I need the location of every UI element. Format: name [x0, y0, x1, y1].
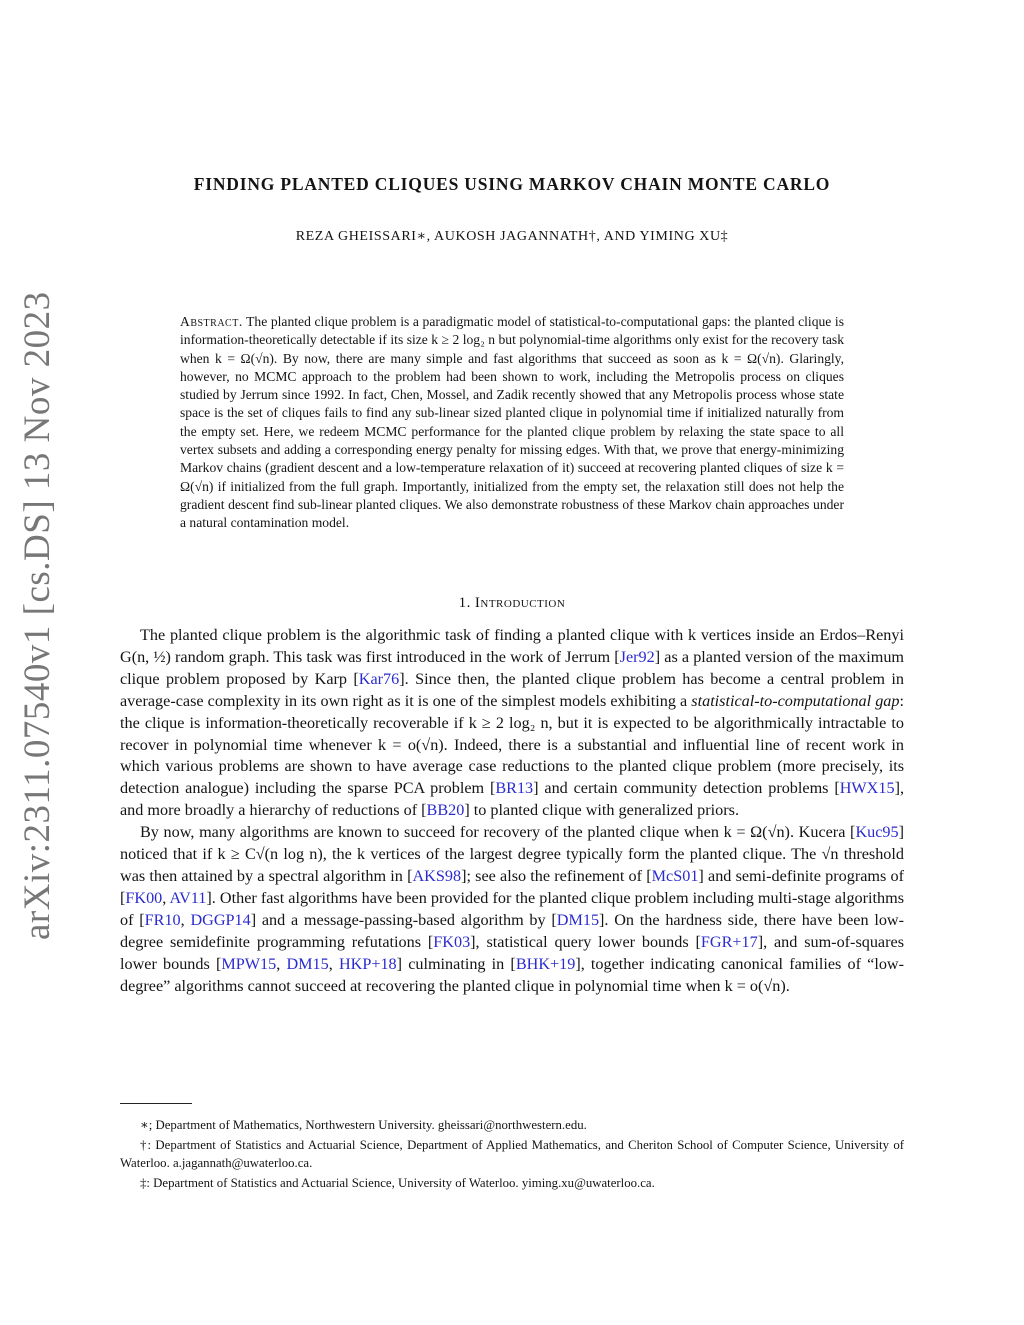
- citation-link[interactable]: DM15: [556, 910, 600, 929]
- citation-link[interactable]: HWX15: [839, 779, 895, 798]
- citation-link[interactable]: Jer92: [619, 647, 655, 666]
- citation-link[interactable]: FGR+17: [700, 932, 758, 951]
- text-run: : the clique is information-theoretically recoverable if k ≥ 2 log₂ n, but it is expected to be algorithmically intractable to recover in polynomial time whenever k = o(√n). Indeed, there is a substantial and influential line of recent work in which various problems are shown to have average case reductions to the planted clique problem (more precisely, its detection analogue) including the sparse PCA problem [: [120, 691, 904, 798]
- citation-link[interactable]: FR10: [144, 910, 181, 929]
- text-run: ,: [328, 954, 339, 973]
- text-run: ,: [162, 888, 170, 907]
- introduction-body: [120, 625, 904, 997]
- citation-link[interactable]: Kar76: [358, 669, 400, 688]
- citation-link[interactable]: HKP+18: [338, 954, 397, 973]
- footnote-2: †: Department of Statistics and Actuarial Science, Department of Applied Mathematics, and Cheriton School of Computer Science, University of Waterloo. a.jagannath@uwaterloo.ca.: [120, 1137, 904, 1170]
- paper-authors: REZA GHEISSARI∗, AUKOSH JAGANNATH†, AND YIMING XU‡: [295, 229, 729, 244]
- text-run: ] as a planted version of the maximum clique problem proposed by Karp [: [120, 647, 905, 688]
- text-run: ]. Since then, the planted clique problem has become a central problem in average-case complexity in its own right as it is one of the simplest models exhibiting a: [120, 669, 904, 710]
- abstract-label: Abstract.: [180, 314, 243, 329]
- citation-link[interactable]: AKS98: [412, 866, 462, 885]
- text-run: ]. On the hardness side, there have been low-degree semidefinite programming refutations [: [120, 910, 904, 951]
- intro-paragraph-2: [120, 822, 904, 997]
- citation-link[interactable]: McS01: [651, 866, 699, 885]
- text-run: The planted clique problem is the algorithmic task of finding a planted clique with k vertices inside an Erdos–Renyi G(n, ½) random graph. This task was first introduced in the work of Jerrum [: [120, 626, 904, 666]
- arxiv-identifier-stamp: arXiv:2311.07540v1 [cs.DS] 13 Nov 2023: [17, 291, 58, 940]
- citation-link[interactable]: BHK+19: [515, 954, 576, 973]
- text-run: ], and sum-of-squares lower bounds [: [120, 932, 904, 973]
- citation-link[interactable]: AV11: [169, 888, 207, 907]
- text-run: ,: [180, 910, 191, 929]
- footnote-divider: [120, 1103, 192, 1104]
- text-run: ], statistical query lower bounds [: [470, 932, 701, 951]
- citation-link[interactable]: BR13: [495, 779, 534, 798]
- citation-link[interactable]: MPW15: [221, 954, 277, 973]
- abstract: [180, 313, 844, 533]
- citation-link[interactable]: FK03: [433, 932, 471, 951]
- citation-link[interactable]: DGGP14: [190, 910, 251, 929]
- text-run: ] culminating in [: [396, 954, 516, 973]
- citation-link[interactable]: DM15: [286, 954, 329, 973]
- text-run: ] and certain community detection problems [: [533, 779, 840, 798]
- paper-title: FINDING PLANTED CLIQUES USING MARKOV CHAIN MONTE CARLO: [193, 174, 831, 194]
- text-run: By now, many algorithms are known to succeed for recovery of the planted clique when k = Ω(√n). Kucera [: [140, 823, 856, 842]
- text-run: ], together indicating canonical families of “low-degree” algorithms cannot succeed at recovering the planted clique in polynomial time when k = o(√n).: [120, 954, 905, 995]
- footnote-1: ∗; Department of Mathematics, Northwestern University. gheissari@northwestern.edu.: [140, 1118, 587, 1132]
- citation-link[interactable]: BB20: [426, 801, 465, 820]
- footnote-3: ‡: Department of Statistics and Actuarial Science, University of Waterloo. yiming.xu@uwaterloo.ca.: [140, 1175, 655, 1190]
- footnotes: [120, 1116, 904, 1193]
- section-number: 1.: [458, 595, 471, 611]
- text-run: ] and a message-passing-based algorithm by [: [250, 910, 557, 929]
- emphasis-text: statistical-to-computational gap: [691, 691, 900, 710]
- text-run: ], and more broadly a hierarchy of reductions of [: [120, 779, 905, 820]
- text-run: ]; see also the refinement of [: [461, 866, 652, 885]
- text-run: ] to planted clique with generalized priors.: [464, 801, 739, 820]
- text-run: ] noticed that if k ≥ C√(n log n), the k vertices of the largest degree typically form the planted clique. The √n threshold was then attained by a spectral algorithm in [: [120, 823, 904, 885]
- citation-link[interactable]: Kuc95: [855, 823, 899, 842]
- text-run: ] and semi-definite programs of [: [120, 866, 904, 907]
- section-heading-introduction: [0, 595, 1024, 612]
- abstract-text: The planted clique problem is a paradigmatic model of statistical-to-computational gaps: the planted clique is information-theoretically detectable if its size k ≥ 2 log₂ n but polynomial-time algorithms only exist for the recovery task when k = Ω(√n). By now, there are many simple and fast algorithms that succeed as soon as k = Ω(√n). Glaringly, however, no MCMC approach to the problem had been shown to work, including the Metropolis process on cliques studied by Jerrum since 1992. In fact, Chen, Mossel, and Zadik recently showed that any Metropolis process whose state space is the set of cliques fails to find any sub-linear sized planted clique in polynomial time if initialized naturally from the empty set. Here, we redeem MCMC performance for the planted clique problem by relaxing the state space to all vertex subsets and adding a corresponding energy penalty for missing edges. With that, we prove that energy-minimizing Markov chains (gradient descent and a low-temperature relaxation of it) succeed at recovering planted cliques of size k = Ω(√n) if initialized from the full graph. Importantly, initialized from the empty set, the relaxation still does not help the gradient descent find sub-linear planted cliques. We also demonstrate robustness of these Markov chain approaches under a natural contamination model.: [180, 314, 844, 531]
- intro-paragraph-1: [120, 625, 904, 822]
- text-run: ,: [276, 954, 287, 973]
- text-run: ]. Other fast algorithms have been provided for the planted clique problem including multi-stage algorithms of [: [120, 888, 904, 929]
- section-title: Introduction: [474, 595, 566, 611]
- citation-link[interactable]: FK00: [125, 888, 163, 907]
